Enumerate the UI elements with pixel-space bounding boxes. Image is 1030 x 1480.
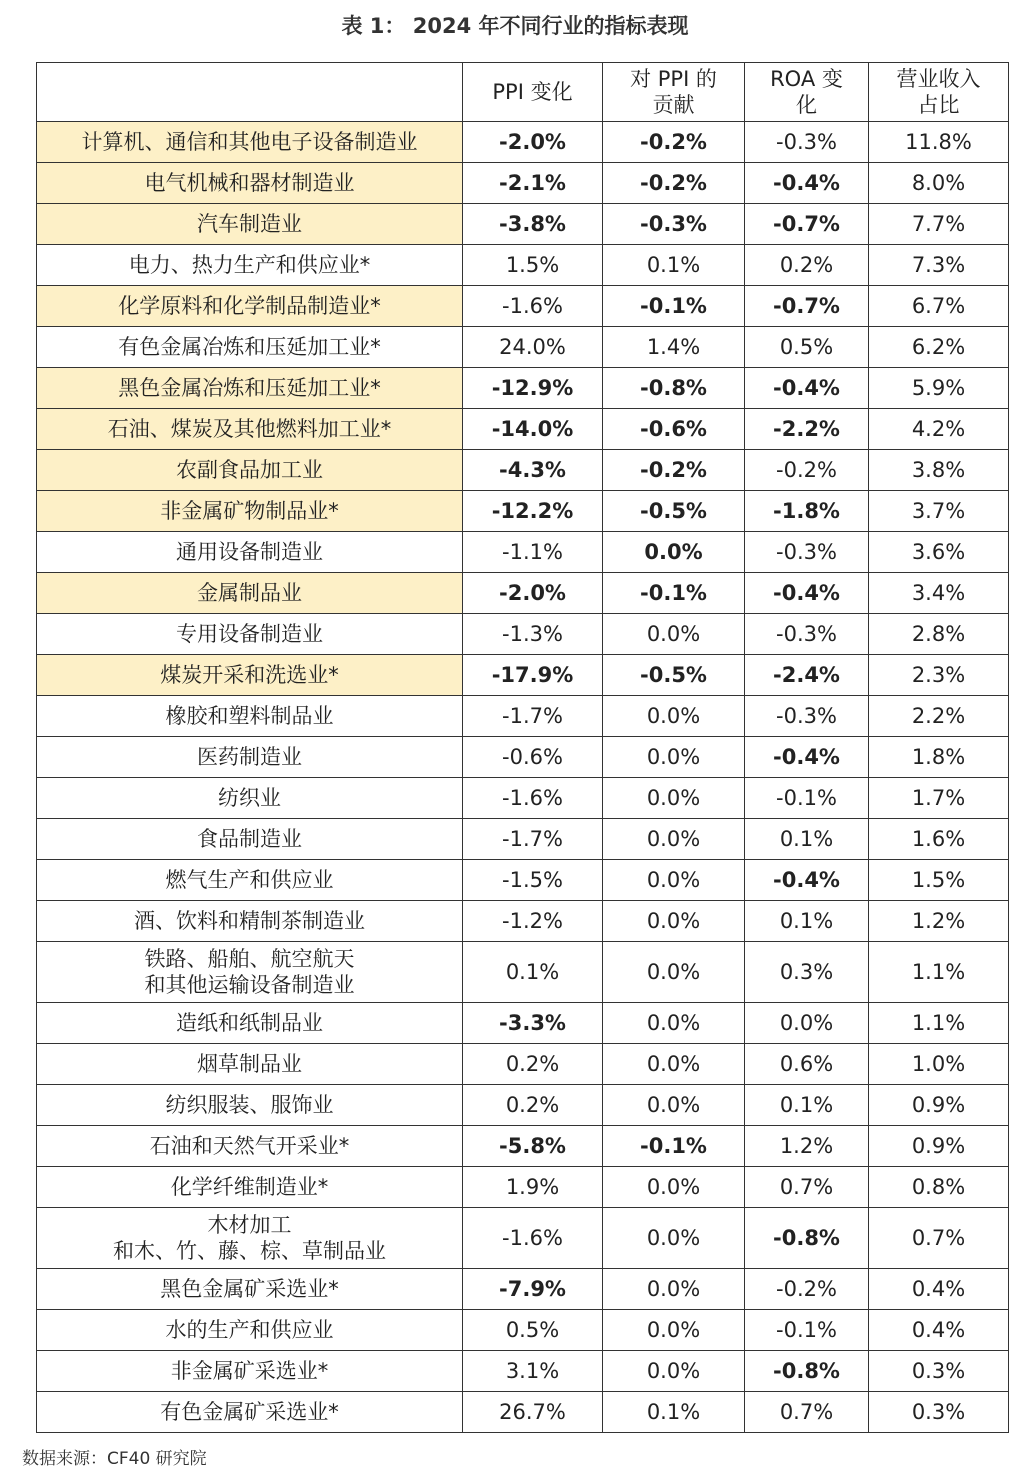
ppi-change-cell: 1.5%	[463, 245, 603, 286]
roa-change-cell: 0.1%	[745, 1085, 869, 1126]
industry-name-cell: 化学纤维制造业*	[37, 1167, 463, 1208]
revenue-share-cell: 1.0%	[869, 1044, 1009, 1085]
industry-name-cell: 电力、热力生产和供应业*	[37, 245, 463, 286]
ppi-contribution-cell: -0.6%	[603, 409, 745, 450]
table-row	[37, 1351, 1009, 1392]
ppi-contribution-cell: 0.0%	[603, 942, 745, 1003]
roa-change-cell: -0.2%	[745, 450, 869, 491]
ppi-change-cell: -0.6%	[463, 737, 603, 778]
industry-name-cell: 木材加工 和木、竹、藤、棕、草制品业	[37, 1208, 463, 1269]
roa-change-cell: -1.8%	[745, 491, 869, 532]
ppi-change-cell: -2.1%	[463, 163, 603, 204]
ppi-contribution-cell: -0.2%	[603, 122, 745, 163]
ppi-contribution-cell: 0.0%	[603, 1167, 745, 1208]
table-row	[37, 942, 1009, 1003]
industry-name-cell: 石油和天然气开采业*	[37, 1126, 463, 1167]
ppi-change-cell: 0.2%	[463, 1044, 603, 1085]
ppi-contribution-cell: -0.5%	[603, 491, 745, 532]
header-ppi-contribution: 对 PPI 的 贡献	[603, 63, 745, 122]
ppi-change-cell: -3.3%	[463, 1003, 603, 1044]
industry-name-cell: 汽车制造业	[37, 204, 463, 245]
ppi-change-cell: -1.6%	[463, 286, 603, 327]
revenue-share-cell: 8.0%	[869, 163, 1009, 204]
revenue-share-cell: 5.9%	[869, 368, 1009, 409]
ppi-contribution-cell: 0.1%	[603, 1392, 745, 1433]
ppi-change-cell: 26.7%	[463, 1392, 603, 1433]
industry-name-cell: 非金属矿采选业*	[37, 1351, 463, 1392]
roa-change-cell: -2.2%	[745, 409, 869, 450]
revenue-share-cell: 2.8%	[869, 614, 1009, 655]
revenue-share-cell: 1.2%	[869, 901, 1009, 942]
revenue-share-cell: 1.8%	[869, 737, 1009, 778]
ppi-contribution-cell: -0.1%	[603, 573, 745, 614]
ppi-contribution-cell: -0.1%	[603, 1126, 745, 1167]
revenue-share-cell: 11.8%	[869, 122, 1009, 163]
industry-name-cell: 电气机械和器材制造业	[37, 163, 463, 204]
revenue-share-cell: 1.6%	[869, 819, 1009, 860]
industry-name-cell: 酒、饮料和精制茶制造业	[37, 901, 463, 942]
table-row	[37, 860, 1009, 901]
ppi-contribution-cell: 0.0%	[603, 778, 745, 819]
ppi-change-cell: -12.9%	[463, 368, 603, 409]
industry-name-cell: 农副食品加工业	[37, 450, 463, 491]
table-row	[37, 409, 1009, 450]
roa-change-cell: 0.6%	[745, 1044, 869, 1085]
roa-change-cell: -0.4%	[745, 573, 869, 614]
ppi-contribution-cell: 0.0%	[603, 737, 745, 778]
industry-name-cell: 橡胶和塑料制品业	[37, 696, 463, 737]
revenue-share-cell: 0.3%	[869, 1351, 1009, 1392]
roa-change-cell: -0.4%	[745, 737, 869, 778]
ppi-contribution-cell: 0.0%	[603, 1208, 745, 1269]
table-row	[37, 1310, 1009, 1351]
roa-change-cell: 1.2%	[745, 1126, 869, 1167]
table-title: 表 1： 2024 年不同行业的指标表现	[341, 14, 689, 38]
revenue-share-cell: 3.6%	[869, 532, 1009, 573]
ppi-contribution-cell: -0.1%	[603, 286, 745, 327]
industry-name-cell: 通用设备制造业	[37, 532, 463, 573]
ppi-change-cell: -3.8%	[463, 204, 603, 245]
roa-change-cell: -0.3%	[745, 532, 869, 573]
table-header-row	[37, 63, 1009, 122]
industry-name-cell: 燃气生产和供应业	[37, 860, 463, 901]
ppi-change-cell: -1.6%	[463, 778, 603, 819]
table-row	[37, 573, 1009, 614]
table-row	[37, 1044, 1009, 1085]
revenue-share-cell: 2.2%	[869, 696, 1009, 737]
revenue-share-cell: 0.8%	[869, 1167, 1009, 1208]
industry-name-cell: 医药制造业	[37, 737, 463, 778]
ppi-contribution-cell: 0.0%	[603, 696, 745, 737]
ppi-contribution-cell: 0.0%	[603, 1003, 745, 1044]
table-row	[37, 655, 1009, 696]
header-ppi-change: PPI 变化	[463, 63, 603, 122]
industry-name-cell: 专用设备制造业	[37, 614, 463, 655]
ppi-change-cell: -17.9%	[463, 655, 603, 696]
industry-name-cell: 有色金属冶炼和压延加工业*	[37, 327, 463, 368]
industry-name-cell: 食品制造业	[37, 819, 463, 860]
ppi-contribution-cell: 0.0%	[603, 1269, 745, 1310]
ppi-contribution-cell: -0.3%	[603, 204, 745, 245]
table-row	[37, 1392, 1009, 1433]
ppi-change-cell: -2.0%	[463, 573, 603, 614]
ppi-change-cell: -14.0%	[463, 409, 603, 450]
industry-name-cell: 石油、煤炭及其他燃料加工业*	[37, 409, 463, 450]
roa-change-cell: 0.0%	[745, 1003, 869, 1044]
table-row	[37, 1208, 1009, 1269]
ppi-change-cell: -1.5%	[463, 860, 603, 901]
table-row	[37, 1126, 1009, 1167]
revenue-share-cell: 3.8%	[869, 450, 1009, 491]
industry-indicator-table	[36, 62, 1009, 1433]
ppi-change-cell: 24.0%	[463, 327, 603, 368]
table-row	[37, 368, 1009, 409]
ppi-contribution-cell: 0.1%	[603, 245, 745, 286]
table-row	[37, 778, 1009, 819]
ppi-contribution-cell: 0.0%	[603, 860, 745, 901]
ppi-contribution-cell: 0.0%	[603, 1085, 745, 1126]
industry-name-cell: 黑色金属矿采选业*	[37, 1269, 463, 1310]
table-row	[37, 901, 1009, 942]
roa-change-cell: -0.3%	[745, 696, 869, 737]
roa-change-cell: -0.1%	[745, 778, 869, 819]
roa-change-cell: -0.3%	[745, 122, 869, 163]
header-roa-change: ROA 变 化	[745, 63, 869, 122]
table-row	[37, 122, 1009, 163]
industry-name-cell: 非金属矿物制品业*	[37, 491, 463, 532]
header-revenue-share: 营业收入 占比	[869, 63, 1009, 122]
ppi-change-cell: -5.8%	[463, 1126, 603, 1167]
roa-change-cell: -0.1%	[745, 1310, 869, 1351]
ppi-contribution-cell: 0.0%	[603, 1351, 745, 1392]
table-row	[37, 204, 1009, 245]
table-row	[37, 1269, 1009, 1310]
roa-change-cell: 0.7%	[745, 1392, 869, 1433]
table-row	[37, 1085, 1009, 1126]
data-source-note: 数据来源：CF40 研究院	[22, 1449, 207, 1469]
ppi-change-cell: 1.9%	[463, 1167, 603, 1208]
roa-change-cell: -0.4%	[745, 163, 869, 204]
ppi-contribution-cell: 0.0%	[603, 532, 745, 573]
ppi-change-cell: -1.7%	[463, 819, 603, 860]
table-row	[37, 286, 1009, 327]
ppi-contribution-cell: 0.0%	[603, 1310, 745, 1351]
roa-change-cell: -0.7%	[745, 286, 869, 327]
revenue-share-cell: 1.5%	[869, 860, 1009, 901]
table-row	[37, 245, 1009, 286]
revenue-share-cell: 2.3%	[869, 655, 1009, 696]
revenue-share-cell: 3.4%	[869, 573, 1009, 614]
revenue-share-cell: 0.4%	[869, 1310, 1009, 1351]
ppi-contribution-cell: 0.0%	[603, 1044, 745, 1085]
table-row	[37, 532, 1009, 573]
revenue-share-cell: 7.3%	[869, 245, 1009, 286]
revenue-share-cell: 4.2%	[869, 409, 1009, 450]
table-row	[37, 491, 1009, 532]
ppi-contribution-cell: 0.0%	[603, 819, 745, 860]
revenue-share-cell: 0.3%	[869, 1392, 1009, 1433]
table-row	[37, 614, 1009, 655]
ppi-contribution-cell: -0.2%	[603, 450, 745, 491]
roa-change-cell: -0.4%	[745, 860, 869, 901]
table-row	[37, 1003, 1009, 1044]
industry-name-cell: 煤炭开采和洗选业*	[37, 655, 463, 696]
ppi-change-cell: 3.1%	[463, 1351, 603, 1392]
header-industry	[37, 63, 463, 122]
revenue-share-cell: 6.2%	[869, 327, 1009, 368]
roa-change-cell: 0.1%	[745, 819, 869, 860]
ppi-contribution-cell: -0.2%	[603, 163, 745, 204]
table-row	[37, 696, 1009, 737]
ppi-change-cell: -7.9%	[463, 1269, 603, 1310]
ppi-contribution-cell: -0.5%	[603, 655, 745, 696]
roa-change-cell: 0.1%	[745, 901, 869, 942]
roa-change-cell: 0.3%	[745, 942, 869, 1003]
roa-change-cell: -0.8%	[745, 1351, 869, 1392]
revenue-share-cell: 0.9%	[869, 1126, 1009, 1167]
industry-name-cell: 有色金属矿采选业*	[37, 1392, 463, 1433]
roa-change-cell: -0.4%	[745, 368, 869, 409]
revenue-share-cell: 0.9%	[869, 1085, 1009, 1126]
revenue-share-cell: 3.7%	[869, 491, 1009, 532]
roa-change-cell: -0.3%	[745, 614, 869, 655]
roa-change-cell: -0.2%	[745, 1269, 869, 1310]
table-row	[37, 1167, 1009, 1208]
revenue-share-cell: 1.1%	[869, 942, 1009, 1003]
industry-name-cell: 金属制品业	[37, 573, 463, 614]
revenue-share-cell: 0.7%	[869, 1208, 1009, 1269]
revenue-share-cell: 7.7%	[869, 204, 1009, 245]
revenue-share-cell: 1.1%	[869, 1003, 1009, 1044]
industry-name-cell: 计算机、通信和其他电子设备制造业	[37, 122, 463, 163]
table-row	[37, 163, 1009, 204]
ppi-change-cell: -1.3%	[463, 614, 603, 655]
ppi-change-cell: -4.3%	[463, 450, 603, 491]
ppi-change-cell: -12.2%	[463, 491, 603, 532]
industry-name-cell: 黑色金属冶炼和压延加工业*	[37, 368, 463, 409]
industry-name-cell: 化学原料和化学制品制造业*	[37, 286, 463, 327]
ppi-contribution-cell: 0.0%	[603, 901, 745, 942]
roa-change-cell: 0.7%	[745, 1167, 869, 1208]
table-row	[37, 737, 1009, 778]
industry-name-cell: 水的生产和供应业	[37, 1310, 463, 1351]
revenue-share-cell: 1.7%	[869, 778, 1009, 819]
roa-change-cell: 0.5%	[745, 327, 869, 368]
industry-name-cell: 纺织业	[37, 778, 463, 819]
industry-name-cell: 造纸和纸制品业	[37, 1003, 463, 1044]
ppi-change-cell: 0.5%	[463, 1310, 603, 1351]
industry-name-cell: 纺织服装、服饰业	[37, 1085, 463, 1126]
roa-change-cell: -2.4%	[745, 655, 869, 696]
roa-change-cell: 0.2%	[745, 245, 869, 286]
ppi-change-cell: -1.1%	[463, 532, 603, 573]
roa-change-cell: -0.8%	[745, 1208, 869, 1269]
table-row	[37, 819, 1009, 860]
ppi-contribution-cell: 1.4%	[603, 327, 745, 368]
industry-name-cell: 烟草制品业	[37, 1044, 463, 1085]
ppi-change-cell: -1.7%	[463, 696, 603, 737]
ppi-change-cell: 0.2%	[463, 1085, 603, 1126]
revenue-share-cell: 0.4%	[869, 1269, 1009, 1310]
table-row	[37, 450, 1009, 491]
ppi-change-cell: -1.2%	[463, 901, 603, 942]
roa-change-cell: -0.7%	[745, 204, 869, 245]
revenue-share-cell: 6.7%	[869, 286, 1009, 327]
ppi-change-cell: -1.6%	[463, 1208, 603, 1269]
table-body	[37, 122, 1009, 1433]
table-row	[37, 327, 1009, 368]
ppi-change-cell: -2.0%	[463, 122, 603, 163]
ppi-contribution-cell: 0.0%	[603, 614, 745, 655]
ppi-change-cell: 0.1%	[463, 942, 603, 1003]
ppi-contribution-cell: -0.8%	[603, 368, 745, 409]
industry-name-cell: 铁路、船舶、航空航天 和其他运输设备制造业	[37, 942, 463, 1003]
